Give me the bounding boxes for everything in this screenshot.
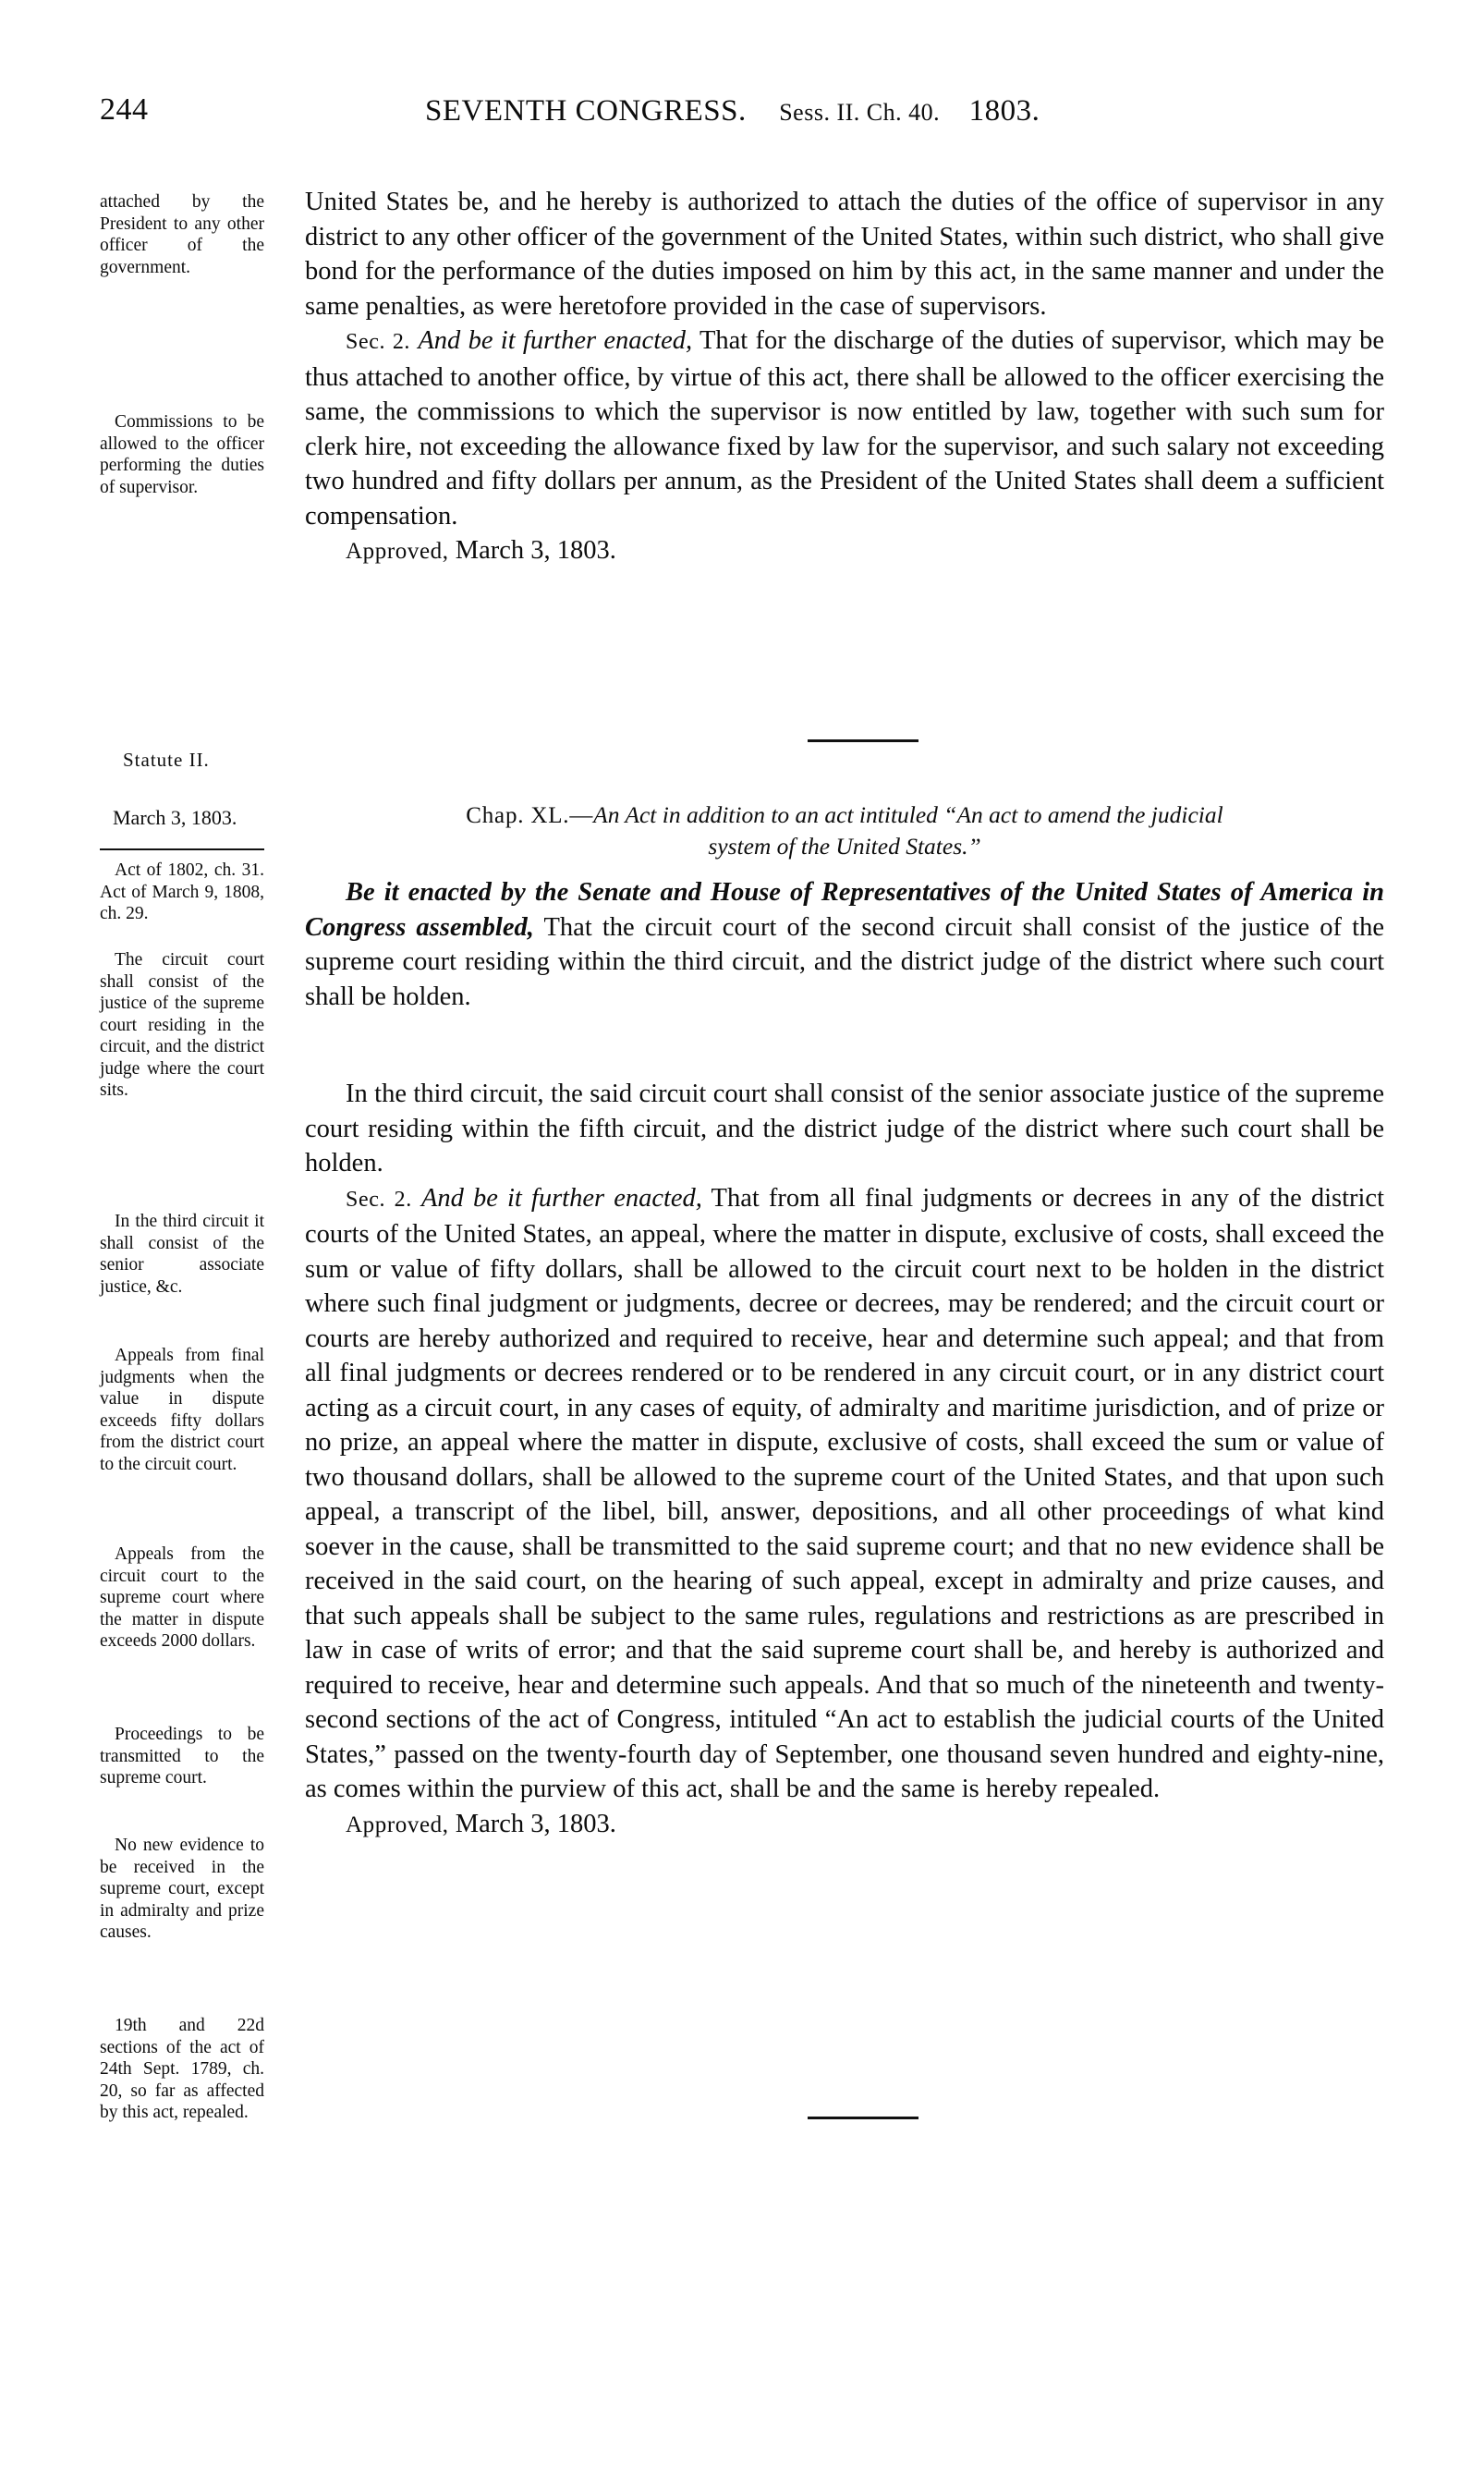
section-divider-rule (808, 739, 918, 742)
marginal-note-1 (100, 191, 264, 278)
marginal-note-6 (100, 1345, 264, 1475)
body-paragraph: United States be, and he hereby is authorized to attach the duties of the office of supervisor in any district to any other officer of the government of the United States, within such district, who shall give bond for the performance of the duties imposed on him by this act, in the same manner and under the same penalties, as were heretofore provided in the case of supervisors. (305, 188, 1384, 321)
statute-label: Statute II. (123, 749, 210, 771)
sec-label: Sec. 2. (346, 330, 411, 354)
chapter-heading (305, 799, 1384, 862)
marginal-note-9 (100, 1835, 264, 1944)
marginal-note-2 (100, 411, 264, 498)
page-header (0, 92, 1484, 139)
marginal-note-text: No new evidence to be received in the supreme court, except in admiralty and prize causes. (100, 1836, 264, 1942)
marginal-note-7 (100, 1544, 264, 1653)
enacting-clause-block (305, 875, 1384, 1014)
running-head-congress: SEVENTH CONGRESS. (425, 94, 747, 128)
section-two-body (305, 1077, 1384, 1842)
marginal-note-text: The circuit court shall consist of the justice of the supreme court residing in the circuit, and the district judge where the court sits. (100, 950, 264, 1100)
marginal-note-4 (100, 949, 264, 1102)
approved-date: March 3, 1803. (455, 1809, 616, 1838)
marginal-note-text: 19th and 22d sections of the act of 24th Sept. 1789, ch. 20, so far as affected by this act, repealed. (100, 2016, 264, 2122)
marginal-note-text: Appeals from the circuit court to the supreme court where the matter in dispute exceeds 2000 dollars. (100, 1544, 264, 1651)
marginal-note-text: In the third circuit it shall consist of the senior associate justice, &c. (100, 1212, 264, 1297)
chapter-title-line-1: An Act in addition to an act intituled “An act to amend the judicial (593, 801, 1223, 828)
approved-line (305, 1807, 1384, 1843)
chapter-number: Chap. XL.— (466, 803, 594, 828)
approved-line (305, 533, 1384, 569)
approved-label: Approved, (346, 539, 449, 564)
marginal-note-text: Appeals from final judgments when the value in dispute exceeds fifty dollars from the district court to the circuit court. (100, 1346, 264, 1474)
marginal-note-8 (100, 1724, 264, 1789)
sec-italic-phrase: And be it further enacted, (418, 326, 693, 355)
section-one-body (305, 185, 1384, 569)
sec-text: That for the discharge of the duties of supervisor, which may be thus attached to another office, by virtue of this act, there shall be allowed to the officer exercising the same, the commissions to which the supervisor is now entitled by law, together with such sum for clerk hire, not exceeding the allowance fixed by law for the supervisor, and such salary not exceeding two hundred and fifty dollars per annum, as the President of the United States shall deem a sufficient compensation. (305, 326, 1385, 531)
approved-date: March 3, 1803. (455, 536, 616, 565)
statute-date: March 3, 1803. (113, 806, 237, 829)
body-paragraph (305, 1181, 1384, 1807)
sec-text: That from all final judgments or decrees in any of the district courts of the United States, an appeal, where the matter in dispute, exclusive of costs, shall exceed the sum or value of fifty dollars, shall be allowed to the circuit court next to be holden in the district where such final judgment or judgments, decree or decrees, may be rendered; and the circuit court or courts are hereby authorized and required to receive, hear and determine such appeal; and that from all final judgments or decrees rendered or to be rendered in any circuit court, or in any district court acting as a circuit court, in any cases of equity, of admiralty and maritime jurisdiction, and of prize or no prize, an appeal where the matter in dispute, exclusive of costs, shall exceed the sum or value of two thousand dollars, shall be allowed to the supreme court of the United States, and that upon such appeal, a transcript of the libel, bill, answer, depositions, and all other proceedings of what kind soever in the cause, shall be transmitted to the said supreme court; and that no new evidence shall be received in the said court, on the hearing of such appeal, except in admiralty and prize causes, and that such appeals shall be subject to the same rules, regulations and restrictions as are prescribed in law in case of writs of error; and that the said supreme court shall be, and hereby is authorized and required to receive, hear and determine such appeals. And that so much of the nineteenth and twenty-second sections of the act of Congress, intituled “An act to establish the judicial courts of the United States,” passed on the twenty-fourth day of September, one thousand seven hundred and eighty-nine, as comes within the purview of this act, shall be and the same is hereby repealed. (305, 1183, 1384, 1803)
enacting-rest: That the circuit court of the second circuit shall consist of the justice of the supreme court residing within the third circuit, and the district judge of the district where such court shall be holden. (305, 912, 1384, 1011)
marginal-note-text: Act of 1802, ch. 31. Act of March 9, 1808, ch. 29. (100, 860, 264, 923)
marginal-note-3 (100, 860, 264, 925)
marginal-note-text: Commissions to be allowed to the officer performing the duties of supervisor. (100, 412, 264, 497)
running-head-year: 1803. (968, 94, 1040, 128)
sec-italic-phrase: And be it further enacted, (420, 1183, 702, 1213)
chapter-title-line-2: system of the United States.” (708, 833, 981, 860)
running-head (425, 94, 1040, 128)
marginal-divider-rule (100, 848, 264, 850)
running-head-session: Sess. II. Ch. 40. (779, 99, 941, 126)
body-paragraph (305, 323, 1384, 533)
end-divider-rule (808, 2117, 918, 2119)
sec-label: Sec. 2. (346, 1187, 412, 1212)
approved-label: Approved, (346, 1812, 449, 1837)
marginal-note-5 (100, 1211, 264, 1298)
body-paragraph: In the third circuit, the said circuit court shall consist of the senior associate justice of the supreme court residing within the fifth circuit, and the district judge of the district where such court shall be holden. (305, 1080, 1384, 1177)
marginal-note-text: attached by the President to any other officer of the government. (100, 192, 264, 277)
enacting-clause: Be it enacted by the Senate and House of Representatives of the United States of America in Congress assembled, (305, 878, 1384, 942)
marginal-note-text: Proceedings to be transmitted to the supreme court. (100, 1725, 264, 1788)
page-number: 244 (100, 92, 149, 127)
marginal-note-10 (100, 2015, 264, 2124)
